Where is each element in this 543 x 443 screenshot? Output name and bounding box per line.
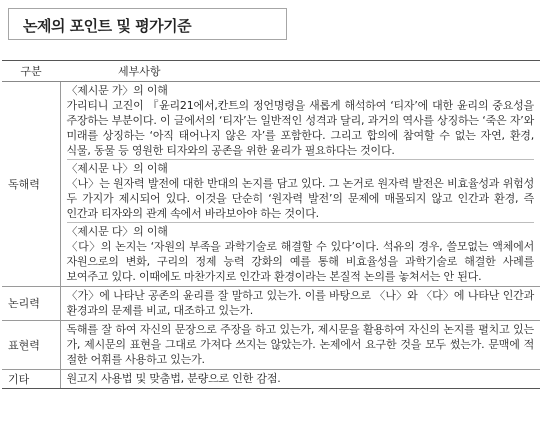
detail-reading	[60, 82, 540, 287]
expression-text: 독해를 잘 하여 자신의 문장으로 주장을 하고 있는가, 제시문을 활용하여 자신의 논지를 펼치고 있는가, 제시문의 표현을 그대로 가져다 쓰지는 않았는가. 논제에서 요구한 것을 모두 썼는가. 문맥에 적절한 어휘를 사용하고 있는가.	[66, 323, 534, 366]
category-expression: 표현력	[2, 321, 60, 370]
logic-text: 〈가〉에 나타난 공존의 윤리를 잘 말하고 있는가. 이를 바탕으로 〈나〉와 〈다〉에 나타난 인간과 환경과의 문제를 비교, 대조하고 있는가.	[66, 289, 534, 317]
category-logic: 논리력	[2, 287, 60, 321]
table-header-row	[2, 61, 540, 82]
passage-a-heading: 〈제시문 가〉의 이해	[66, 84, 168, 97]
detail-other	[60, 370, 540, 389]
passage-c-body: 〈다〉의 논지는 ‘자원의 부족을 과학기술로 해결할 수 있다’이다. 석유의 경우, 쓸모없는 액체에서 자원으로의 변화, 구리의 정제 능력 강화의 예를 통해 비효율성을 과학기술로 해결한 사례를 보여주고 있다. 이때에도 마찬가지로 인간과 환경이라는 본질적 논의를 놓쳐서는 안 된다.	[66, 240, 534, 283]
passage-c-block	[67, 222, 535, 284]
detail-expression	[60, 321, 540, 370]
table-row-logic	[2, 287, 540, 321]
other-text: 원고지 사용법 및 맞춤법, 분량으로 인한 감점.	[66, 372, 281, 385]
header-category: 구분	[2, 61, 60, 82]
passage-b-heading: 〈제시문 나〉의 이해	[66, 162, 168, 175]
page-title: 논제의 포인트 및 평가기준	[23, 17, 192, 35]
criteria-table	[2, 60, 540, 389]
passage-b-body: 〈나〉는 원자력 발전에 대한 반대의 논지를 담고 있다. 그 논거로 원자력 발전은 비효율성과 위험성 두 가지가 제시되어 있다. 이것을 단순히 ‘원자력 발전’의 문제에 매몰되지 않고 인간과 환경, 즉 인간과 티자와의 관계 속에서 바라보아야 하는 것이다.	[66, 177, 534, 220]
passage-a-body: 가리티니 고진이 『윤리21에서,칸트의 정언명령을 새롭게 해석하여 ‘티자’에 대한 윤리의 중요성을 주장하는 부분이다. 이 글에서의 ‘티자’는 일반적인 성격과 달리, 과거의 역사를 상징하는 ‘죽은 자’와 미래를 상징하는 ‘아직 태어나지 않은 자’를 포함한다. 그리고 합의에 참여할 수 없는 자연, 환경, 식물, 동물 등 영원한 티자와의 공존을 위한 윤리가 필요하다는 것이다.	[66, 99, 534, 157]
table-row-expression	[2, 321, 540, 370]
passage-c-heading: 〈제시문 다〉의 이해	[66, 225, 168, 238]
table-row-reading	[2, 82, 540, 287]
title-box	[8, 8, 287, 40]
table-row-other	[2, 370, 540, 389]
header-details: 세부사항	[60, 61, 540, 82]
category-reading: 독해력	[2, 82, 60, 287]
passage-a-block	[67, 83, 535, 158]
detail-logic	[60, 287, 540, 321]
passage-b-block	[67, 159, 535, 221]
category-other: 기타	[2, 370, 60, 389]
